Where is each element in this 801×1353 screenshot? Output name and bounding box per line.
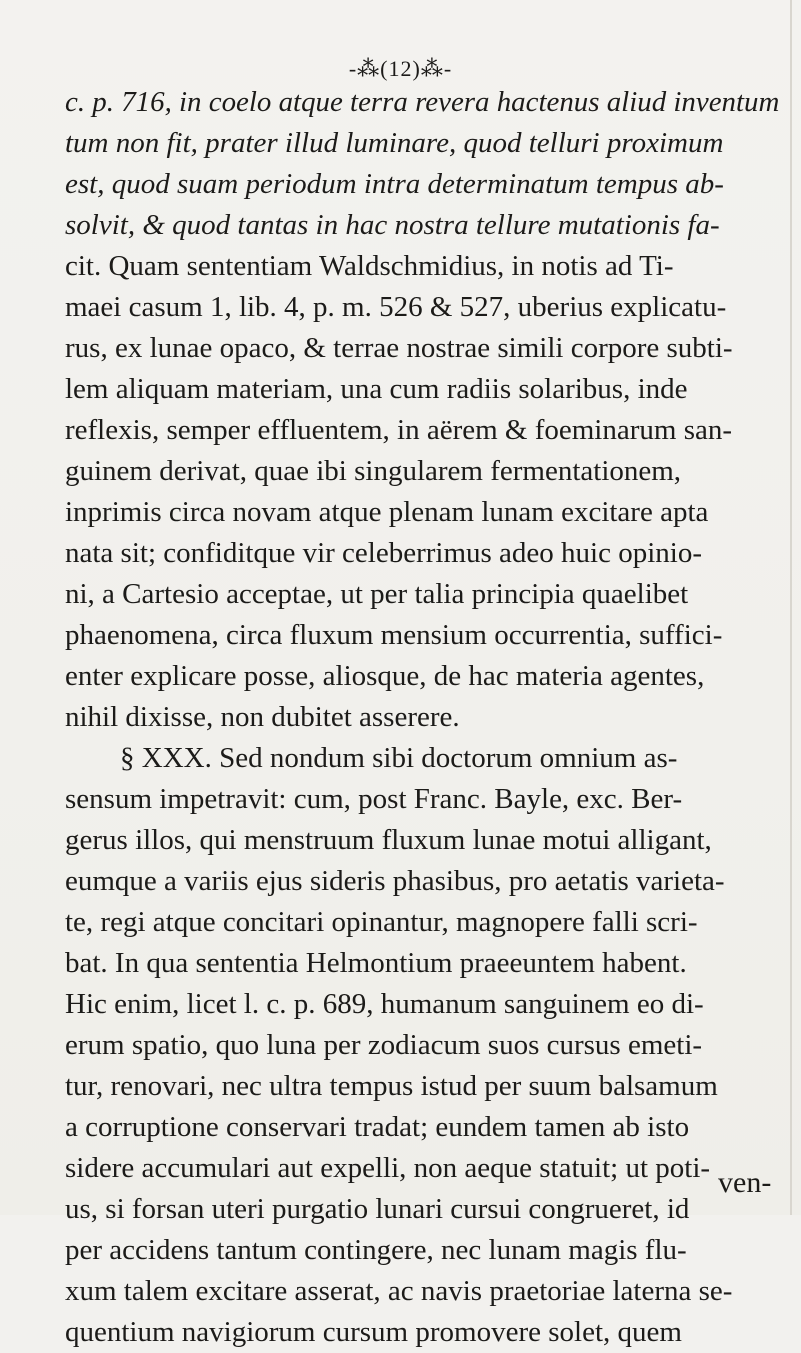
text-line: Hic enim, licet l. c. p. 689, humanum sanguinem eo di- [65, 988, 704, 1020]
text-line: maei casum 1, lib. 4, p. m. 526 & 527, uberius explicatu- [65, 291, 727, 323]
text-line: phaenomena, circa fluxum mensium occurrentia, suffici- [65, 619, 723, 651]
catchword: ven- [718, 1166, 772, 1199]
text-line: § XXX. Sed nondum sibi doctorum omnium as- [120, 742, 678, 774]
text-line: tur, renovari, nec ultra tempus istud per suum balsamum [65, 1070, 718, 1102]
text-line: te, regi atque concitari opinantur, magnopere falli scri- [65, 906, 698, 938]
text-line: enter explicare posse, aliosque, de hac materia agentes, [65, 660, 705, 692]
text-line: reflexis, semper effluentem, in aërem & foeminarum san- [65, 414, 733, 446]
text-line: ni, a Cartesio acceptae, ut per talia principia quaelibet [65, 578, 689, 610]
page-header: -⁂(12)⁂- [348, 56, 453, 81]
text-line: rus, ex lunae opaco, & terrae nostrae simili corpore subti- [65, 332, 733, 364]
text-line: a corruptione conservari tradat; eundem tamen ab isto [65, 1111, 690, 1143]
text-line: nata sit; confiditque vir celeberrimus adeo huic opinio- [65, 537, 702, 569]
text-line: lem aliquam materiam, una cum radiis solaribus, inde [65, 373, 688, 405]
text-line: bat. In qua sententia Helmontium praeeuntem habent. [65, 947, 687, 979]
text-line: erum spatio, quo luna per zodiacum suos cursus emeti- [65, 1029, 703, 1061]
text-line: c. p. 716, in coelo atque terra revera hactenus aliud inventum [65, 86, 780, 118]
text-line: cit. Quam sententiam Waldschmidius, in notis ad Ti- [65, 250, 674, 282]
text-line: sensum impetravit: cum, post Franc. Bayle, exc. Ber- [65, 783, 683, 815]
text-line: inprimis circa novam atque plenam lunam excitare apta [65, 496, 709, 528]
text-line: tum non fit, prater illud luminare, quod telluri proximum [65, 127, 724, 159]
text-line: xum talem excitare asserat, ac navis praetoriae laterna se- [65, 1275, 733, 1307]
text-line: gerus illos, qui menstruum fluxum lunae motui alligant, [65, 824, 712, 856]
text-line: per accidens tantum contingere, nec lunam magis flu- [65, 1234, 687, 1266]
text-line: nihil dixisse, non dubitet asserere. [65, 701, 460, 733]
body-text [65, 82, 780, 1353]
text-line: us, si forsan uteri purgatio lunari cursui congrueret, id [65, 1193, 690, 1225]
text-line: eumque a variis ejus sideris phasibus, pro aetatis varieta- [65, 865, 725, 897]
paper-crease [790, 0, 792, 1215]
text-line: sidere accumulari aut expelli, non aeque statuit; ut poti- [65, 1152, 711, 1184]
text-line: est, quod suam periodum intra determinatum tempus ab- [65, 168, 724, 200]
text-line: solvit, & quod tantas in hac nostra tellure mutationis fa- [65, 209, 720, 241]
text-line: guinem derivat, quae ibi singularem fermentationem, [65, 455, 682, 487]
text-line: quentium navigiorum cursum promovere solet, quem [65, 1316, 682, 1348]
